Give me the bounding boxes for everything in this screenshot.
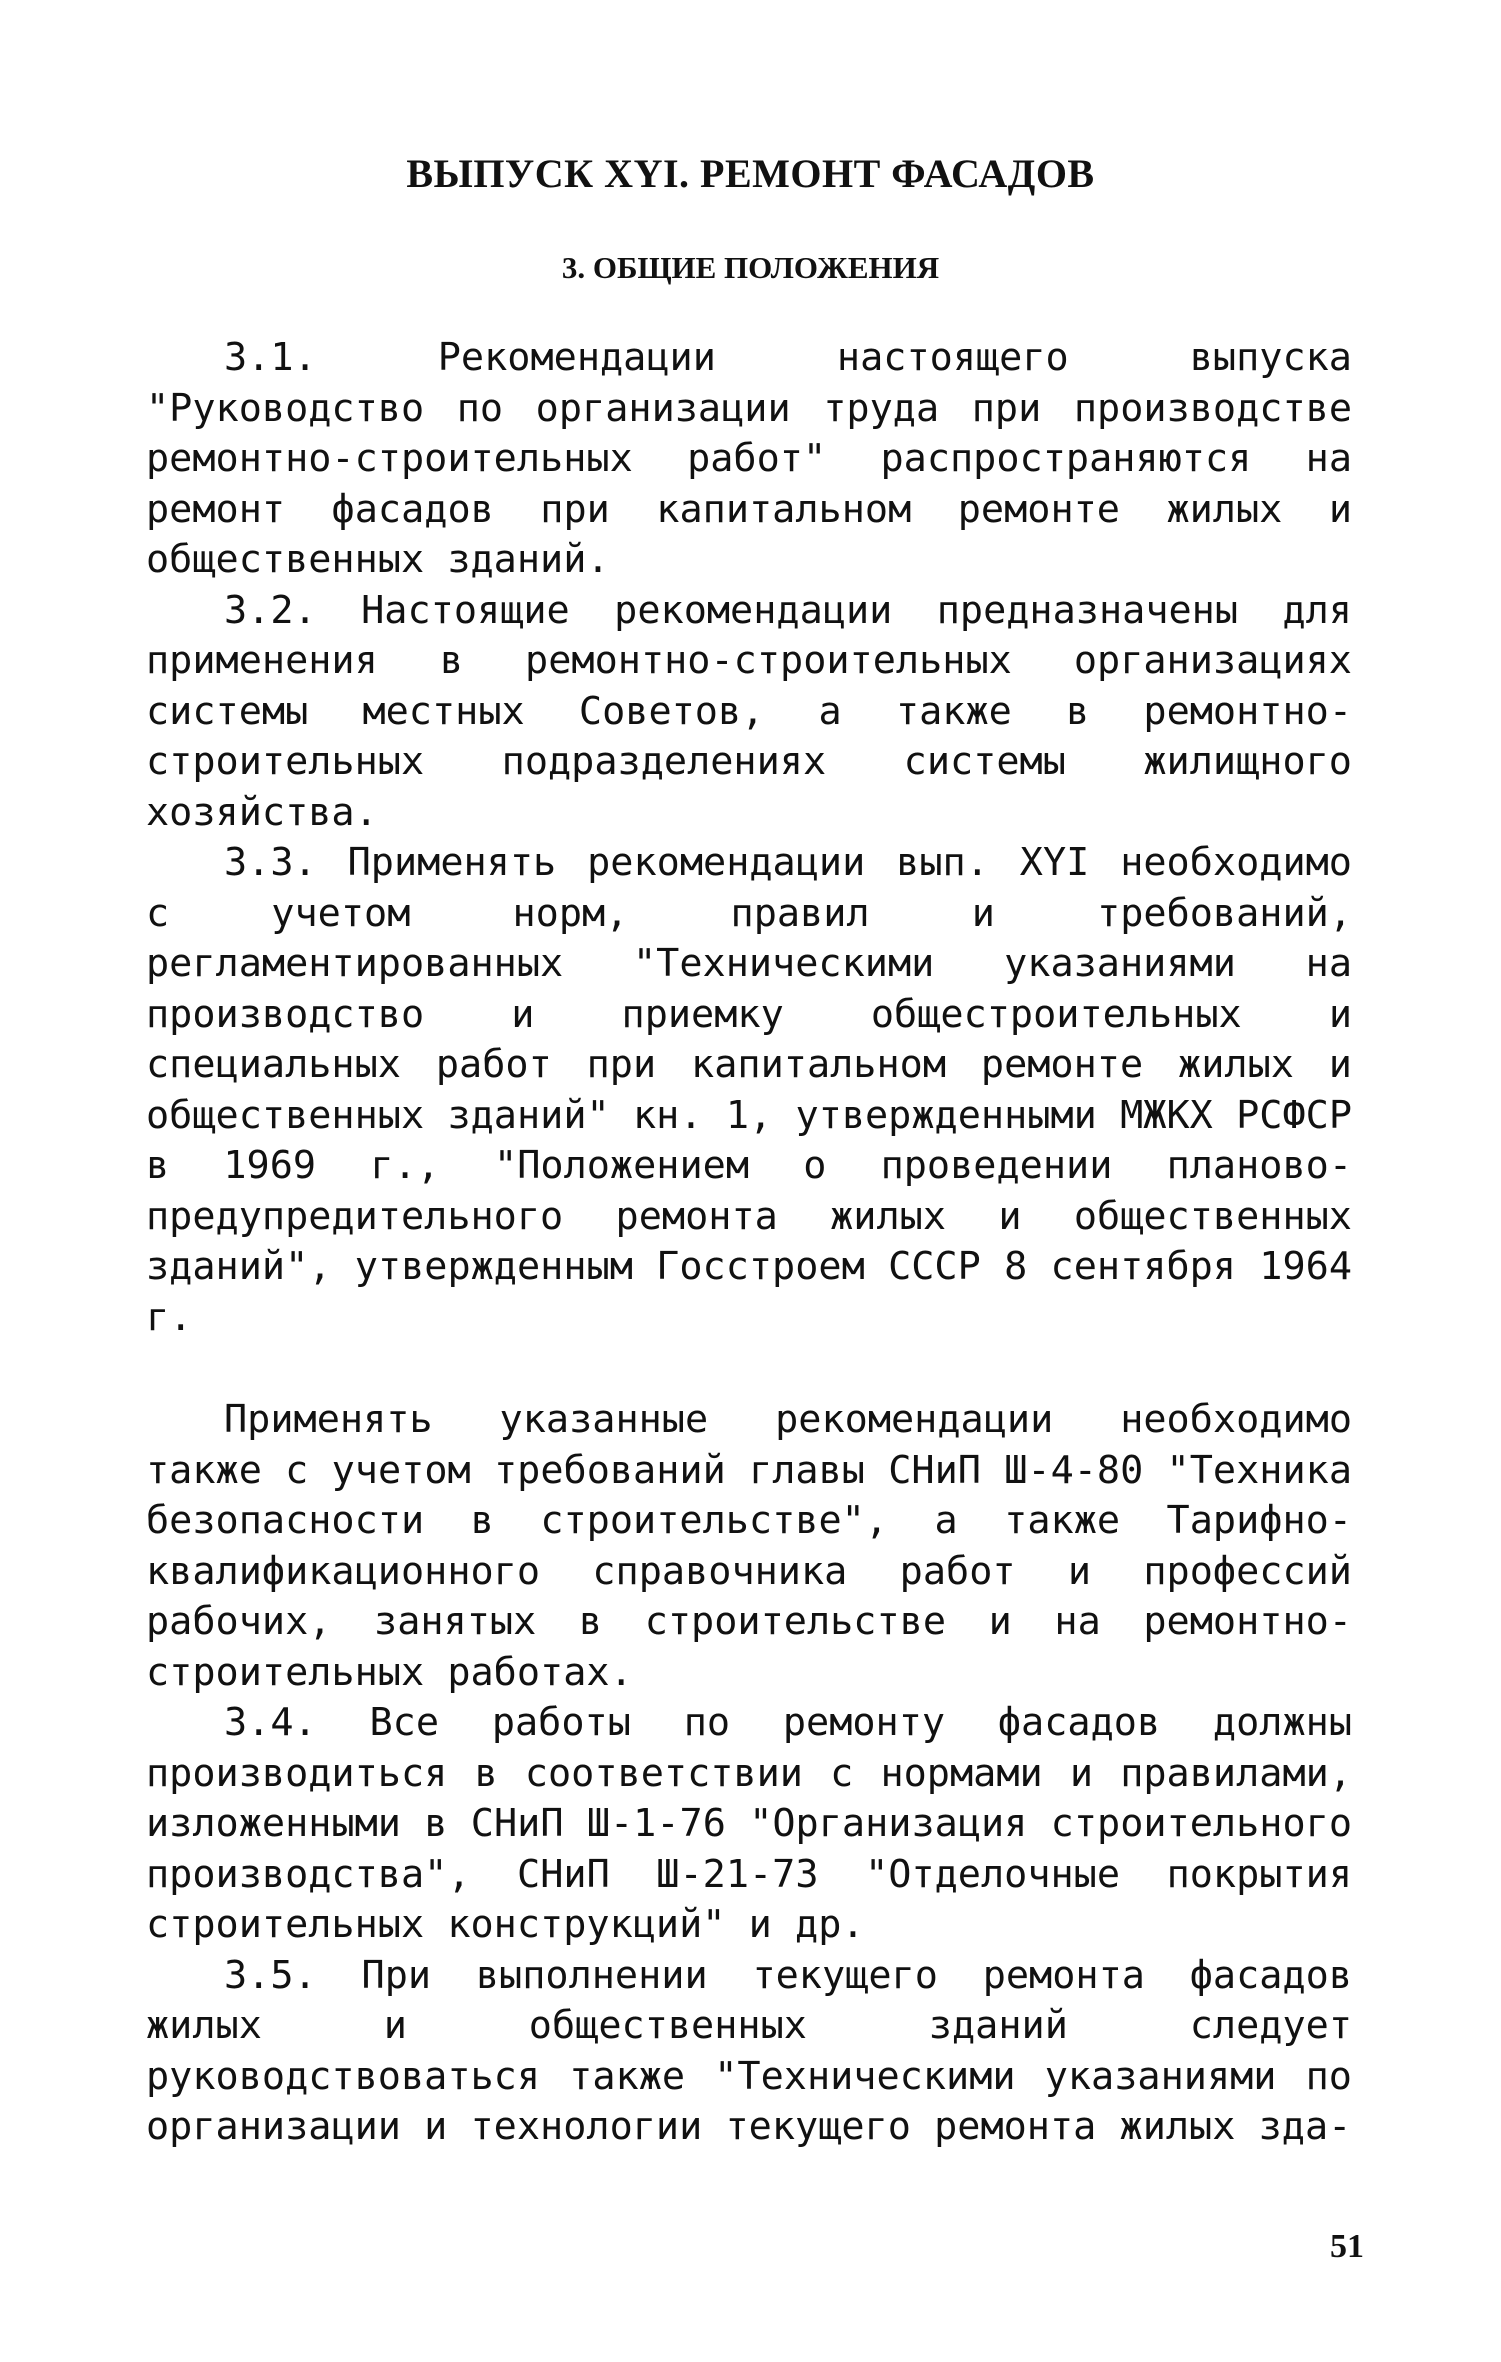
text-block-continued [146,1395,1352,2153]
section-heading: 3. ОБЩИЕ ПОЛОЖЕНИЯ [561,250,940,285]
paragraph-3-5: 3.5. При выполнении текущего ремонта фасадов жилых и общественных зданий следует руководствоваться также "Техническими указаниями по организации и технологии текущего ремонта жилых зда- [146,1952,1352,2149]
page-title: ВЫПУСК XYI. РЕМОНТ ФАСАДОВ [406,151,1095,196]
paragraph-additional: Применять указанные рекомендации необходимо также с учетом требований главы СНиП Ш-4-80 "Техника безопасности в строительстве", а также Тарифно-квалификационного справочника работ и профессий рабочих, занятых в строительстве и на ремонтно-строительных работах. [146,1397,1352,1695]
paragraph-3-3: 3.3. Применять рекомендации вып. XYI необходимо с учетом норм, правил и требований, регламентированных "Техническими указаниями на производство и приемку общестроительных и специальных работ при капитальном ремонте жилых и общественных зданий" кн. 1, утвержденными МЖКХ РСФСР в 1969 г., "Положением о проведении планово-предупредительного ремонта жилых и общественных зданий", утвержденным Госстроем СССР 8 сентября 1964 г. [146,840,1352,1340]
paragraph-3-2: 3.2. Настоящие рекомендации предназначены для применения в ремонтно-строительных организациях системы местных Советов, а также в ремонтно-строительных подразделениях системы жилищного хозяйства. [146,587,1352,835]
paragraph-3-4: 3.4. Все работы по ремонту фасадов должны производиться в соответствии с нормами и правилами, изложенными в СНиП Ш-1-76 "Организация строительного производства", СНиП Ш-21-73 "Отделочные покрытия строительных конструкций" и др. [146,1700,1352,1947]
text-block-main [146,333,1352,1343]
page-number: 51 [1330,2228,1364,2265]
paragraph-3-1: 3.1. Рекомендации настоящего выпуска "Руководство по организации труда при производстве ремонтно-строительных работ" распространяются на ремонт фасадов при капитальном ремонте жилых и общественных зданий. [146,335,1352,582]
